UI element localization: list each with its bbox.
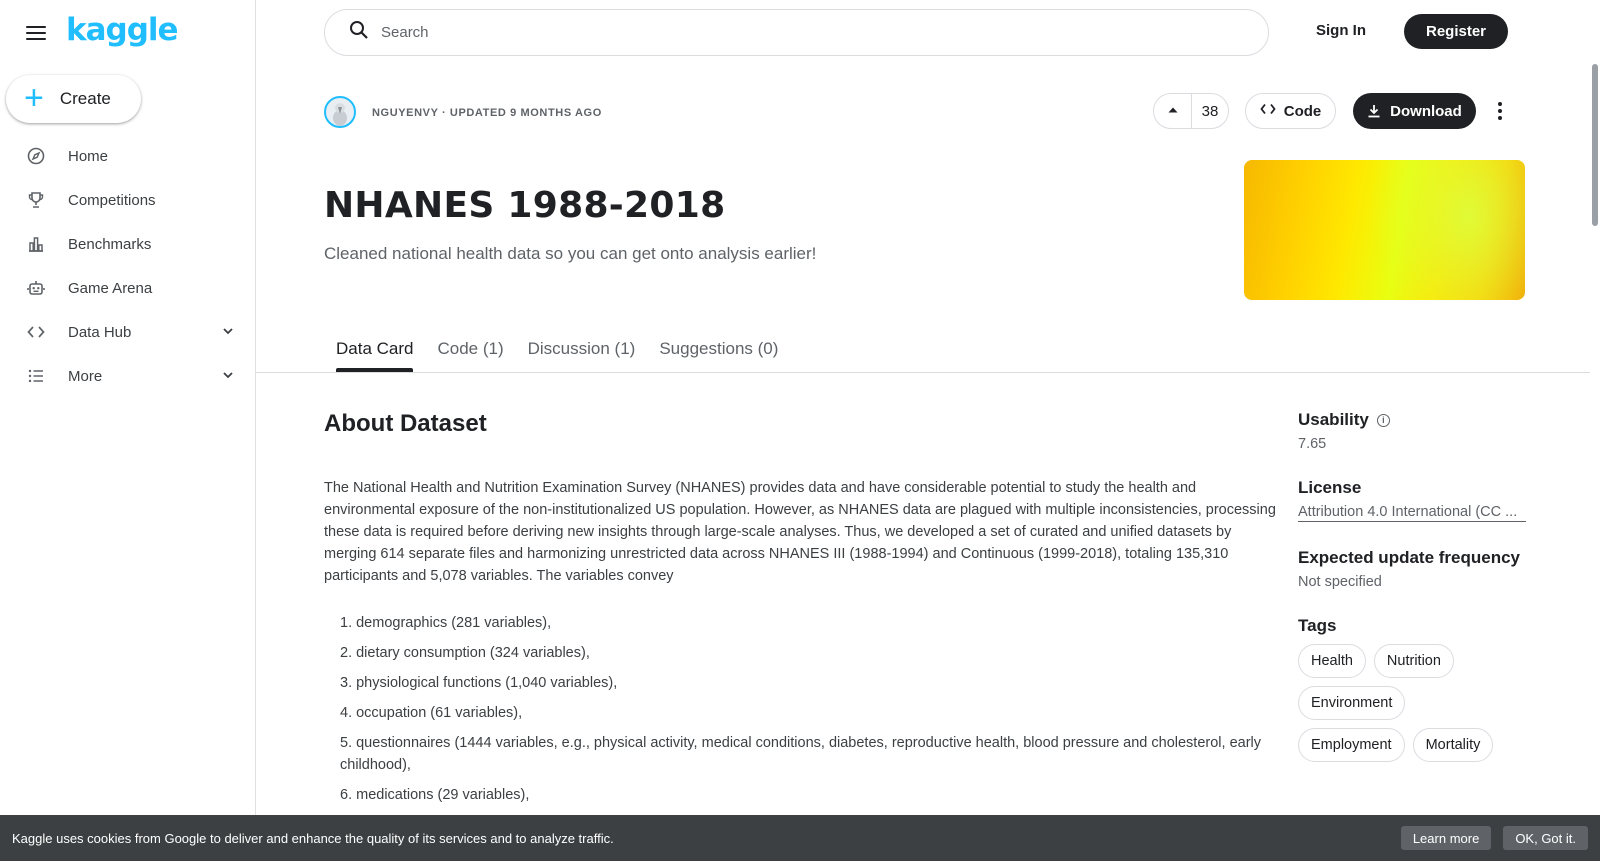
cookie-banner <box>0 815 1600 861</box>
scrollbar[interactable] <box>1590 0 1600 861</box>
dataset-subtitle: Cleaned national health data so you can get onto analysis earlier! <box>324 244 817 263</box>
sidebar-item-home[interactable] <box>0 134 255 178</box>
tag-employment[interactable]: Employment <box>1298 728 1405 762</box>
compass-icon <box>26 146 46 166</box>
license-link[interactable]: Attribution 4.0 International (CC ... <box>1298 504 1526 522</box>
sidebar-item-label: Competitions <box>68 191 156 209</box>
dataset-cover-image <box>1244 160 1525 300</box>
tab-code[interactable]: Code (1) <box>437 339 504 358</box>
chevron-down-icon[interactable] <box>221 324 235 343</box>
tab-bar <box>336 330 802 372</box>
sidebar-nav <box>0 134 255 398</box>
list-item: 1. demographics (281 variables), <box>340 615 552 631</box>
about-heading: About Dataset <box>324 410 487 437</box>
sidebar-item-competitions[interactable] <box>0 178 255 222</box>
frequency-value: Not specified <box>1298 574 1382 590</box>
download-button-label: Download <box>1390 102 1462 120</box>
plus-icon: + <box>24 78 44 117</box>
usability-heading <box>1298 410 1526 430</box>
sidebar-item-label: Game Arena <box>68 279 153 297</box>
upvote-button[interactable] <box>1154 94 1192 128</box>
create-button[interactable] <box>6 75 141 123</box>
tag-nutrition[interactable]: Nutrition <box>1374 644 1454 678</box>
search-input[interactable] <box>381 24 1181 41</box>
download-button[interactable] <box>1353 93 1476 129</box>
sidebar-item-label: More <box>68 367 103 385</box>
trophy-icon <box>26 190 46 210</box>
usability-label: Usability <box>1298 410 1369 429</box>
learn-more-button[interactable]: Learn more <box>1401 826 1491 850</box>
sidebar-item-data-hub[interactable] <box>0 310 255 354</box>
code-icon <box>26 322 46 342</box>
tag-list <box>1298 644 1526 770</box>
tab-discussion[interactable]: Discussion (1) <box>527 339 636 358</box>
search-bar[interactable] <box>324 9 1269 56</box>
tag-mortality[interactable]: Mortality <box>1413 728 1494 762</box>
list-icon <box>26 366 46 386</box>
info-icon[interactable]: i <box>1377 414 1390 427</box>
tag-environment[interactable]: Environment <box>1298 686 1405 720</box>
usability-score: 7.65 <box>1298 436 1327 452</box>
avatar[interactable] <box>324 96 356 128</box>
bar-chart-icon <box>26 234 46 254</box>
cookie-message: Kaggle uses cookies from Google to deliver and enhance the quality of its services and to analyze traffic. <box>12 830 614 846</box>
dataset-description: The National Health and Nutrition Examination Survey (NHANES) provides data and have considerable potential to study the health and environmental exposure of the non-institutionalized US population. However, as NHANES data are plagued with multiple inconsistencies, processing these data is required before deriving new insights through large-scale analyses. Thus, we developed a set of curated and unified datasets by merging 614 separate files and harmonizing unrestricted data across NHANES III (1988-1994) and Continuous (1999-2018), totaling 135,310 participants and 5,078 variables. The variables convey <box>324 480 1276 584</box>
sidebar-item-label: Home <box>68 147 109 165</box>
sidebar-item-label: Data Hub <box>68 323 132 341</box>
code-icon <box>1260 102 1276 120</box>
list-item: 5. questionnaires (1444 variables, e.g., physical activity, medical conditions, diabetes, reproductive health, blood pressure and cholesterol, early childhood), <box>340 735 1261 773</box>
create-label: Create <box>59 89 111 108</box>
search-icon <box>349 20 369 45</box>
download-icon <box>1367 104 1381 118</box>
tab-suggestions[interactable]: Suggestions (0) <box>659 339 779 358</box>
robot-icon <box>26 278 46 298</box>
register-button[interactable]: Register <box>1404 14 1508 49</box>
code-button[interactable] <box>1245 93 1336 129</box>
tab-data-card[interactable]: Data Card <box>336 330 413 372</box>
list-item: 3. physiological functions (1,040 variables), <box>340 675 618 691</box>
list-item: 2. dietary consumption (324 variables), <box>340 645 590 661</box>
more-options-icon[interactable] <box>1490 98 1510 124</box>
sidebar-item-benchmarks[interactable] <box>0 222 255 266</box>
kaggle-logo[interactable]: kaggle <box>66 12 178 48</box>
vote-count: 38 <box>1201 102 1219 120</box>
sign-in-button[interactable]: Sign In <box>1316 22 1366 39</box>
list-item: 6. medications (29 variables), <box>340 787 530 803</box>
owner-updated-line: NGUYENVY · UPDATED 9 MONTHS AGO <box>372 107 602 119</box>
divider <box>256 372 1590 373</box>
scrollbar-thumb[interactable] <box>1592 64 1598 226</box>
sidebar <box>0 0 256 861</box>
list-item: 4. occupation (61 variables), <box>340 705 523 721</box>
dataset-metadata <box>1298 410 1526 770</box>
upvote-control <box>1153 93 1229 129</box>
license-heading: License <box>1298 478 1362 497</box>
sidebar-item-label: Benchmarks <box>68 235 152 253</box>
sidebar-item-more[interactable] <box>0 354 255 398</box>
page-title: NHANES 1988-2018 <box>324 185 726 226</box>
frequency-heading: Expected update frequency <box>1298 548 1521 567</box>
chevron-down-icon[interactable] <box>221 368 235 387</box>
tags-heading: Tags <box>1298 616 1337 635</box>
ok-got-it-button[interactable]: OK, Got it. <box>1503 826 1588 850</box>
menu-icon[interactable] <box>24 22 48 42</box>
sidebar-item-game-arena[interactable] <box>0 266 255 310</box>
tag-health[interactable]: Health <box>1298 644 1366 678</box>
caret-up-icon <box>1167 102 1179 120</box>
variables-list <box>340 612 1270 814</box>
code-button-label: Code <box>1283 102 1322 120</box>
